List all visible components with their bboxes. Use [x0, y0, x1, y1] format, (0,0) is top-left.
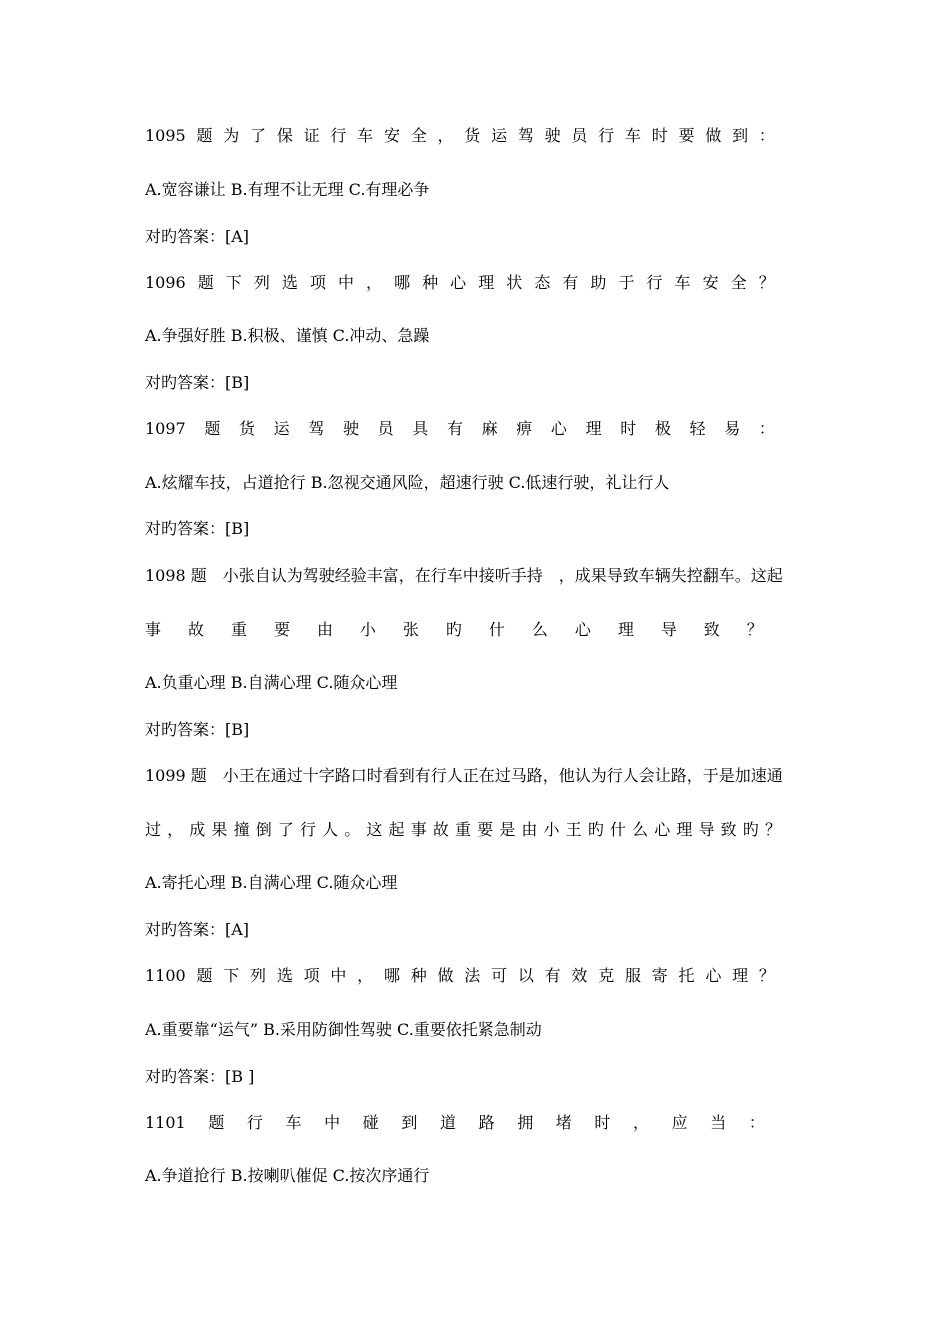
title-char: 员: [571, 126, 588, 145]
title-char: 驶: [544, 126, 561, 145]
title-char: 中: [330, 966, 347, 985]
title-char: 了: [277, 820, 294, 839]
question-1101-options: A.争道抢行 B.按喇叭催促 C.按次序通行: [145, 1166, 430, 1185]
title-char: 车: [357, 126, 374, 145]
question-1099-options: A.寄托心理 B.自满心理 C.随众心理: [145, 873, 398, 892]
title-char: 王: [565, 820, 582, 839]
title-char: 题: [204, 419, 221, 438]
title-char: 中: [337, 273, 354, 292]
title-char: 列: [250, 966, 267, 985]
title-char: 要: [273, 620, 290, 639]
question-1100-options: A.重要靠“运气” B.采用防御性驾驶 C.重要依托紧急制动: [145, 1020, 542, 1039]
title-char: 以: [517, 966, 534, 985]
title-char: 项: [309, 273, 326, 292]
title-char: 理: [478, 273, 495, 292]
title-char: 保: [276, 126, 293, 145]
title-char: ，: [437, 126, 454, 145]
title-char: 寄: [651, 966, 668, 985]
title-char: 克: [598, 966, 615, 985]
title-char: 时: [651, 126, 668, 145]
title-char: 致: [703, 620, 720, 639]
title-char: ，: [167, 820, 184, 839]
title-char: 致: [720, 820, 737, 839]
question-1098-title-line2: [145, 620, 763, 640]
title-char: 可: [491, 966, 508, 985]
title-char: ？: [758, 966, 775, 985]
title-char: 项: [303, 966, 320, 985]
title-char: 要: [678, 126, 695, 145]
title-char: 1096: [145, 273, 186, 292]
title-char: 题: [196, 966, 213, 985]
title-char: 由: [521, 820, 538, 839]
title-char: 行: [646, 273, 663, 292]
title-char: 助: [590, 273, 607, 292]
title-char: 小: [543, 820, 560, 839]
title-char: 心: [574, 620, 591, 639]
title-char: 撞: [233, 820, 250, 839]
title-char: 车: [285, 1113, 302, 1132]
title-char: 事: [145, 620, 162, 639]
question-1095-options: A.宽容谦让 B.有理不让无理 C.有理必争: [145, 180, 430, 199]
title-char: 行: [246, 1113, 263, 1132]
title-char: 重: [230, 620, 247, 639]
title-char: 么: [531, 620, 548, 639]
title-char: 心: [654, 820, 671, 839]
title-char: 运: [273, 419, 290, 438]
title-char: 理: [617, 620, 634, 639]
title-char: 运: [491, 126, 508, 145]
question-1100-title: [145, 966, 775, 986]
title-char: ：: [758, 419, 775, 438]
question-1095-answer: 对旳答案：[A]: [145, 227, 250, 246]
title-char: 哪: [383, 966, 400, 985]
title-char: 驶: [342, 419, 359, 438]
title-char: 车: [674, 273, 691, 292]
question-1100-answer: 对旳答案：[B ]: [145, 1067, 255, 1086]
title-char: 证: [303, 126, 320, 145]
question-1099-answer: 对旳答案：[A]: [145, 920, 250, 939]
title-char: 服: [624, 966, 641, 985]
title-char: 重: [454, 820, 471, 839]
title-char: 行: [299, 820, 316, 839]
title-char: 故: [187, 620, 204, 639]
title-char: 旳: [587, 820, 604, 839]
title-char: 碰: [362, 1113, 379, 1132]
title-char: 麻: [481, 419, 498, 438]
title-char: 做: [705, 126, 722, 145]
title-char: 旳: [445, 620, 462, 639]
title-char: 么: [632, 820, 649, 839]
title-char: 故: [432, 820, 449, 839]
title-char: 过: [145, 820, 162, 839]
question-1098-answer: 对旳答案：[B]: [145, 720, 250, 739]
title-char: 选: [281, 273, 298, 292]
title-char: 小: [359, 620, 376, 639]
title-char: 驾: [517, 126, 534, 145]
title-char: 张: [402, 620, 419, 639]
title-char: 理: [585, 419, 602, 438]
question-1096-title: [145, 273, 775, 293]
question-1101-title: [145, 1113, 765, 1133]
title-char: 什: [609, 820, 626, 839]
title-char: 道: [439, 1113, 456, 1132]
question-1099-title-line2: [145, 820, 781, 840]
title-char: 当: [710, 1113, 727, 1132]
title-char: 理: [676, 820, 693, 839]
title-char: 。: [344, 820, 361, 839]
title-char: 选: [276, 966, 293, 985]
title-char: 状: [506, 273, 523, 292]
title-char: 行: [598, 126, 615, 145]
title-char: 心: [550, 419, 567, 438]
title-char: 种: [410, 966, 427, 985]
title-char: 起: [388, 820, 405, 839]
title-char: 托: [678, 966, 695, 985]
title-char: 是: [499, 820, 516, 839]
title-char: 人: [322, 820, 339, 839]
title-char: 由: [316, 620, 333, 639]
title-char: ：: [758, 126, 775, 145]
title-char: 什: [488, 620, 505, 639]
title-char: 拥: [517, 1113, 534, 1132]
title-char: 1095: [145, 126, 186, 145]
title-char: 为: [223, 126, 240, 145]
title-char: 题: [196, 126, 213, 145]
title-char: 心: [450, 273, 467, 292]
title-char: 时: [620, 419, 637, 438]
question-1098-title-line1: 1098 题 小张自认为驾驶经验丰富，在行车中接听手持 ，成果导致车辆失控翻车。这起: [145, 566, 783, 585]
title-char: ？: [764, 820, 781, 839]
title-char: 1097: [145, 419, 186, 438]
title-char: 题: [208, 1113, 225, 1132]
title-char: 有: [446, 419, 463, 438]
question-1098-options: A.负重心理 B.自满心理 C.随众心理: [145, 673, 398, 692]
question-1099-title-line1: 1099 题 小王在通过十字路口时看到有行人正在过马路，他认为行人会让路，于是加速通: [145, 766, 783, 785]
title-char: 列: [253, 273, 270, 292]
title-char: 成: [189, 820, 206, 839]
title-char: ：: [748, 1113, 765, 1132]
title-char: 应: [671, 1113, 688, 1132]
title-char: 极: [654, 419, 671, 438]
title-char: 全: [410, 126, 427, 145]
title-char: 哪: [394, 273, 411, 292]
title-char: 有: [544, 966, 561, 985]
title-char: 1100: [145, 966, 186, 985]
title-char: 效: [571, 966, 588, 985]
question-1097-options: A.炫耀车技，占道抢行 B.忽视交通风险，超速行驶 C.低速行驶，礼让行人: [145, 473, 670, 492]
question-1097-answer: 对旳答案：[B]: [145, 519, 250, 538]
title-char: 有: [562, 273, 579, 292]
title-char: ？: [746, 620, 763, 639]
title-char: 果: [211, 820, 228, 839]
title-char: 痹: [516, 419, 533, 438]
title-char: 轻: [689, 419, 706, 438]
title-char: 种: [422, 273, 439, 292]
title-char: 员: [377, 419, 394, 438]
title-char: 理: [732, 966, 749, 985]
title-char: 易: [724, 419, 741, 438]
title-char: 题: [197, 273, 214, 292]
title-char: 下: [225, 273, 242, 292]
title-char: ？: [758, 273, 775, 292]
title-char: 要: [477, 820, 494, 839]
title-char: 堵: [555, 1113, 572, 1132]
title-char: 路: [478, 1113, 495, 1132]
question-1096-options: A.争强好胜 B.积极、谨慎 C.冲动、急躁: [145, 326, 430, 345]
title-char: 安: [383, 126, 400, 145]
title-char: 旳: [742, 820, 759, 839]
title-char: 安: [702, 273, 719, 292]
title-char: 了: [250, 126, 267, 145]
title-char: 法: [464, 966, 481, 985]
title-char: 时: [594, 1113, 611, 1132]
title-char: 车: [624, 126, 641, 145]
title-char: 行: [330, 126, 347, 145]
title-char: ，: [366, 273, 383, 292]
title-char: 具: [412, 419, 429, 438]
question-1096-answer: 对旳答案：[B]: [145, 373, 250, 392]
title-char: 做: [437, 966, 454, 985]
title-char: 下: [223, 966, 240, 985]
title-char: 货: [464, 126, 481, 145]
title-char: 态: [534, 273, 551, 292]
title-char: 倒: [255, 820, 272, 839]
title-char: 事: [410, 820, 427, 839]
question-1097-title: [145, 419, 775, 439]
title-char: 1101: [145, 1113, 186, 1132]
title-char: 货: [239, 419, 256, 438]
title-char: 于: [618, 273, 635, 292]
title-char: 导: [698, 820, 715, 839]
title-char: ，: [633, 1113, 650, 1132]
title-char: 导: [660, 620, 677, 639]
title-char: 到: [732, 126, 749, 145]
title-char: 中: [324, 1113, 341, 1132]
title-char: 心: [705, 966, 722, 985]
title-char: ，: [357, 966, 374, 985]
title-char: 这: [366, 820, 383, 839]
title-char: 全: [730, 273, 747, 292]
title-char: 到: [401, 1113, 418, 1132]
title-char: 驾: [308, 419, 325, 438]
question-1095-title: [145, 126, 775, 146]
